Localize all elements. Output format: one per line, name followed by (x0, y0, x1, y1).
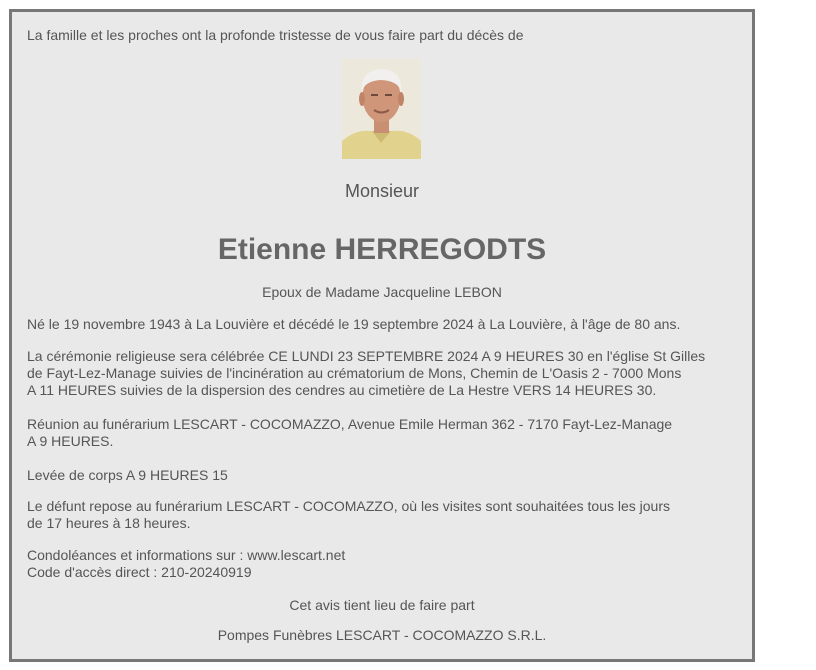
death-notice-card (9, 9, 755, 662)
civility-title: Monsieur (344, 181, 420, 201)
access-code-line: Code d'accès direct : 210-20240919 (27, 564, 252, 580)
levee-line: Levée de corps A 9 HEURES 15 (27, 467, 228, 483)
ceremony-paragraph (27, 348, 705, 399)
reunion-line: A 9 HEURES. (27, 433, 114, 449)
deceased-name: Etienne HERREGODTS (217, 233, 547, 266)
reunion-paragraph (27, 416, 672, 450)
visit-line: de 17 heures à 18 heures. (27, 515, 191, 531)
ceremony-line: de Fayt-Lez-Manage suivies de l'incinération au crématorium de Mons, Chemin de L'Oasis 2 - 7000 Mons (27, 365, 682, 381)
avis-line: Cet avis tient lieu de faire part (289, 597, 475, 613)
intro-text: La famille et les proches ont la profonde tristesse de vous faire part du décès de (27, 27, 524, 43)
funeral-home-line: Pompes Funèbres LESCART - COCOMAZZO S.R.L. (217, 627, 547, 643)
condolences-paragraph (27, 547, 345, 581)
birth-death-line: Né le 19 novembre 1943 à La Louvière et décédé le 19 septembre 2024 à La Louvière, à l'âge de 80 ans. (27, 316, 681, 332)
visit-paragraph (27, 498, 670, 532)
visit-line: Le défunt repose au funérarium LESCART - COCOMAZZO, où les visites sont souhaitées tous les jours (27, 498, 670, 514)
reunion-line: Réunion au funérarium LESCART - COCOMAZZO, Avenue Emile Herman 362 - 7170 Fayt-Lez-Manage (27, 416, 673, 432)
deceased-photo (342, 59, 421, 159)
spouse-line: Epoux de Madame Jacqueline LEBON (262, 284, 502, 300)
ceremony-line: A 11 HEURES suivies de la dispersion des cendres au cimetière de La Hestre VERS 14 HEURES 30. (27, 382, 657, 398)
condolences-link-line[interactable]: Condoléances et informations sur : www.lescart.net (27, 547, 346, 563)
ceremony-line: La cérémonie religieuse sera célébrée CE LUNDI 23 SEPTEMBRE 2024 A 9 HEURES 30 en l'église St Gilles (27, 348, 706, 364)
